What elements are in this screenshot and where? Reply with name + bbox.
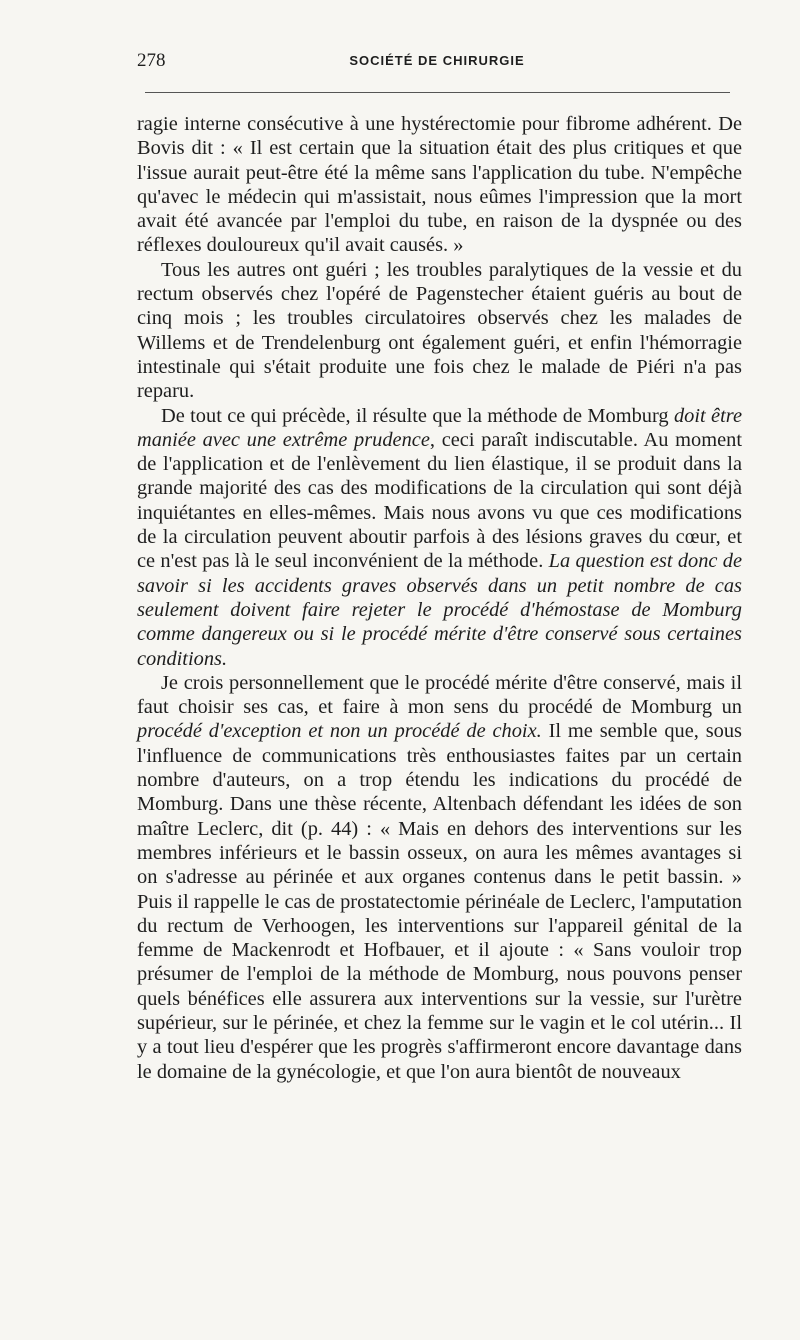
text-segment: Tous les autres ont guéri ; les troubles paralytiques de la vessie et du rectum observés chez l'opéré de Pagenstecher étaient guéris au bout de cinq mois ; les troubles circulatoires observés chez les malades de Willems et de Trendelenburg ont également guéri, et enfin l'hémorragie intestinale qui s'était produite une fois chez le malade de Piéri n'a pas reparu. bbox=[137, 258, 742, 403]
paragraph-p2 bbox=[137, 258, 742, 404]
italic-segment: doit être maniée avec une extrême prudence bbox=[137, 404, 742, 451]
paragraph-p4 bbox=[137, 671, 742, 1084]
body-text bbox=[137, 112, 742, 1084]
paragraph-p3 bbox=[137, 404, 742, 671]
text-segment: , ceci paraît indiscutable. Au moment de l'application et de l'enlèvement du lien élastique, il se produit dans la grande majorité des cas des modifications de la circulation qui sont déjà inquiétantes en elles-mêmes. Mais nous avons vu que ces modifications de la circulation peuvent aboutir parfois à des lésions graves du cœur, et ce n'est pas là le seul inconvénient de la méthode. bbox=[137, 428, 742, 573]
header-rule bbox=[145, 92, 730, 93]
text-segment: Il me semble que, sous l'influence de communications très enthousiastes faites par un certain nombre d'auteurs, on a trop étendu les indications du procédé de Momburg. Dans une thèse récente, Altenbach défendant les idées de son maître Leclerc, dit (p. 44) : « Mais en dehors des interventions sur les membres inférieurs et le bassin osseux, on aura les mêmes avantages si on s'adresse au périnée et aux organes contenus dans le petit bassin. » Puis il rappelle le cas de prostatectomie périnéale de Leclerc, l'amputation du rectum de Verhoogen, les interventions sur l'appareil génital de la femme de Mackenrodt et Hofbauer, et il ajoute : « Sans vouloir trop présumer de l'emploi de la méthode de Momburg, nous pouvons penser quels bénéfices elle assurera aux interventions sur la vessie, sur l'urètre supérieur, sur le périnée, et chez la femme sur le vagin et le col utérin... Il y a tout lieu d'espérer que les progrès s'affirmeront encore davantage dans le domaine de la gynécologie, et que l'on aura bientôt de nouveaux bbox=[137, 720, 742, 1083]
text-segment: De tout ce qui précède, il résulte que la méthode de Momburg bbox=[161, 404, 674, 427]
page-number: 278 bbox=[137, 50, 166, 71]
paragraph-p1 bbox=[137, 112, 742, 258]
text-segment: ragie interne consécutive à une hystérectomie pour fibrome adhérent. De Bovis dit : « Il est certain que la situation était des plus critiques et que l'issue aurait peut-être été la même sans l'application du tube. N'empêche qu'avec le médecin qui m'assistait, nous eûmes l'impression que la mort avait été avancée par l'emploi du tube, en raison de la dyspnée ou des réflexes douloureux qu'il avait causés. » bbox=[137, 113, 742, 257]
italic-segment: procédé d'exception et non un procédé de choix. bbox=[137, 720, 542, 743]
running-title: SOCIÉTÉ DE CHIRURGIE bbox=[349, 53, 525, 68]
page-header bbox=[137, 50, 737, 74]
italic-segment: La question est donc de savoir si les accidents graves observés dans un petit nombre de cas seulement doivent faire rejeter le procédé d'hémostase de Momburg comme dangereux ou si le procédé mérite d'être conservé sous certaines conditions. bbox=[137, 550, 742, 670]
text-segment: Je crois personnellement que le procédé mérite d'être conservé, mais il faut choisir ses cas, et faire à mon sens du procédé de Momburg un bbox=[137, 671, 742, 719]
